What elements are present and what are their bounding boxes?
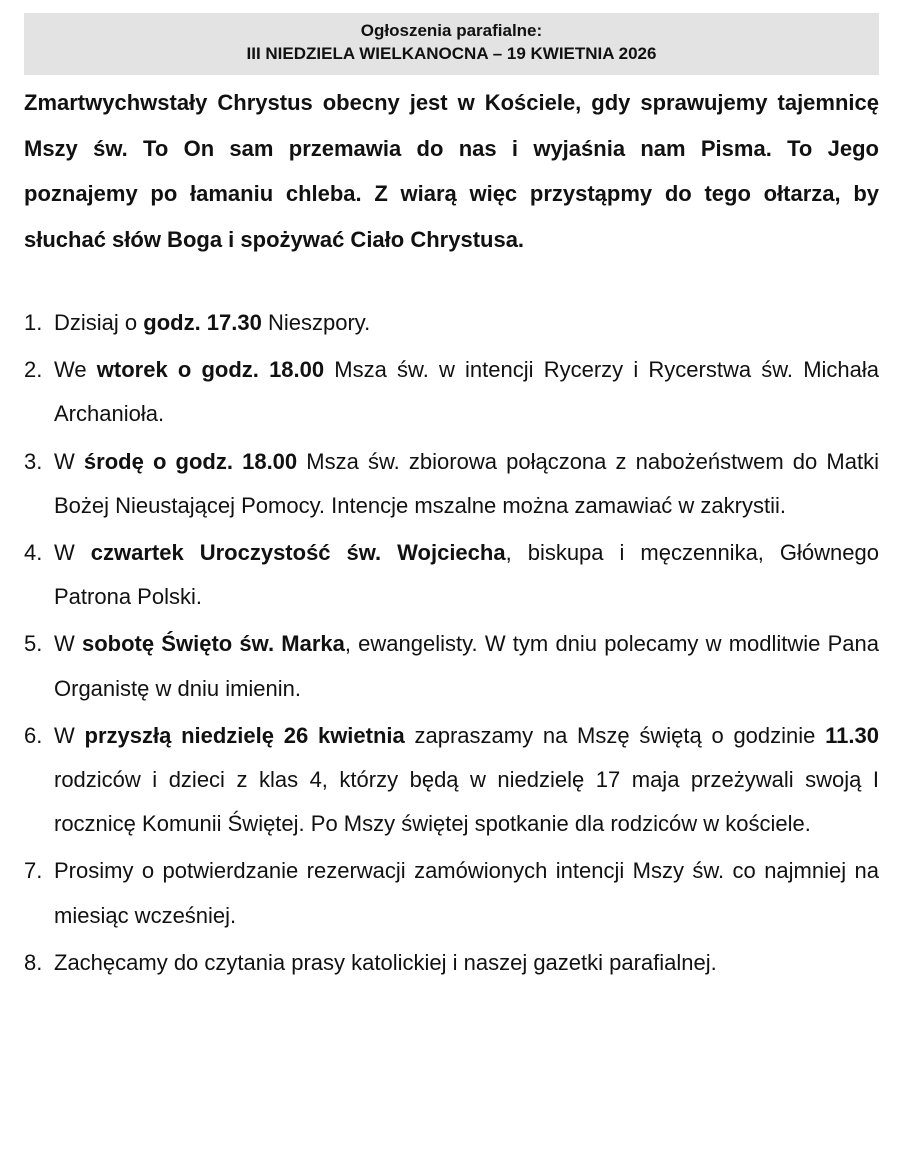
announcement-item bbox=[24, 348, 879, 436]
item-number: 5. bbox=[24, 631, 43, 657]
item-text bbox=[54, 540, 879, 609]
item-number: 8. bbox=[24, 949, 43, 975]
announcement-list bbox=[24, 301, 879, 988]
header-subtitle: III NIEDZIELA WIELKANOCNA – 19 KWIETNIA 2026 bbox=[246, 44, 657, 63]
item-segment: Msza św. w intencji Rycerzy i Rycerstwa św. Michała Archanioła. bbox=[54, 357, 879, 427]
announcement-item bbox=[24, 531, 879, 619]
announcement-item bbox=[24, 440, 879, 528]
announcement-item bbox=[24, 714, 879, 847]
item-segment: Dzisiaj o bbox=[54, 310, 144, 335]
item-emphasis: wtorek o godz. 18.00 bbox=[96, 357, 325, 383]
announcement-item bbox=[24, 941, 879, 985]
item-segment: W bbox=[54, 631, 82, 657]
item-segment: Zachęcamy do czytania prasy katolickiej i naszej gazetki parafialnej. bbox=[54, 949, 717, 975]
header-title: Ogłoszenia parafialne: bbox=[360, 21, 543, 40]
announcement-item bbox=[24, 301, 879, 345]
item-segment: W bbox=[54, 540, 91, 566]
item-text bbox=[54, 631, 879, 700]
item-emphasis: czwartek Uroczystość św. Wojciecha bbox=[90, 540, 506, 566]
item-segment: We bbox=[54, 357, 97, 383]
item-number: 2. bbox=[24, 357, 43, 383]
item-text bbox=[54, 357, 879, 426]
item-segment: rodziców i dzieci z klas 4, którzy będą w niedzielę 17 maja przeżywali swoją I rocznicę Komunii Świętej. Po Mszy świętej spotkanie dla rodziców w kościele. bbox=[54, 767, 879, 837]
item-number: 4. bbox=[24, 540, 43, 566]
item-segment: , ewangelisty. W tym dniu polecamy w modlitwie Pana Organistę w dniu imienin. bbox=[54, 631, 879, 701]
announcement-item bbox=[24, 622, 879, 710]
item-number: 6. bbox=[24, 722, 43, 748]
item-emphasis: środę o godz. 18.00 bbox=[83, 448, 298, 474]
item-number: 1. bbox=[24, 310, 43, 335]
item-segment: , biskupa i męczennika, Głównego Patrona Polski. bbox=[54, 540, 879, 610]
item-number: 7. bbox=[24, 858, 43, 884]
item-segment: W bbox=[54, 448, 84, 474]
item-emphasis: sobotę Święto św. Marka bbox=[81, 631, 345, 657]
item-text bbox=[54, 449, 879, 518]
intro-paragraph: Zmartwychwstały Chrystus obecny jest w Kościele, gdy sprawujemy tajemnicę Mszy św. To On sam przemawia do nas i wyjaśnia nam Pisma. To Jego poznajemy po łamaniu chleba. Z wiarą więc przystąpmy do tego ołtarza, by słuchać słów Boga i spożywać Ciało Chrystusa. bbox=[24, 90, 879, 252]
item-emphasis: przyszłą niedzielę 26 kwietnia bbox=[84, 722, 405, 748]
item-number: 3. bbox=[24, 448, 43, 474]
item-segment: Nieszpory. bbox=[261, 310, 371, 335]
announcement-item bbox=[24, 849, 879, 937]
item-emphasis: 11.30 bbox=[825, 722, 879, 748]
item-segment: W bbox=[54, 722, 85, 748]
item-text bbox=[54, 723, 879, 836]
item-segment: Msza św. zbiorowa połączona z nabożeństwem do Matki Bożej Nieustającej Pomocy. Intencje mszalne można zamawiać w zakrystii. bbox=[54, 448, 879, 518]
item-segment: Prosimy o potwierdzanie rezerwacji zamówionych intencji Mszy św. co najmniej na miesiąc wcześniej. bbox=[54, 858, 879, 928]
item-text bbox=[54, 310, 370, 335]
item-segment: zapraszamy na Mszę świętą o godzinie bbox=[404, 722, 826, 748]
item-text bbox=[54, 950, 717, 975]
item-emphasis: godz. 17.30 bbox=[143, 310, 262, 335]
item-text bbox=[54, 858, 879, 927]
header-banner bbox=[24, 13, 879, 75]
